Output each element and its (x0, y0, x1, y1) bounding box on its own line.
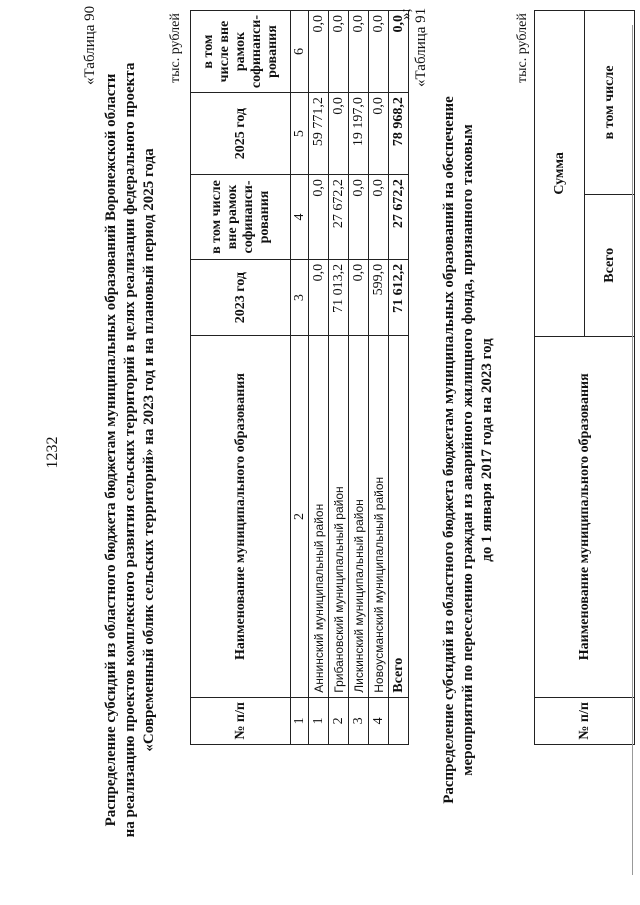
row-num: 4 (369, 697, 389, 744)
row-num: 2 (329, 697, 349, 744)
table-90-unit: тыс. рублей (168, 13, 183, 83)
col-number: 2 (291, 336, 309, 697)
col-number: 5 (291, 93, 309, 175)
header-name: Наименование муниципального образования (535, 336, 635, 697)
total-row (389, 11, 409, 745)
row-incl-2: 0,0 (369, 11, 389, 93)
header-2025: 2025 год (191, 93, 291, 175)
table-row (349, 11, 369, 745)
row-incl-1: 27 672,2 (329, 175, 349, 260)
table-row (369, 11, 389, 745)
row-num: 3 (349, 697, 369, 744)
total-incl-1: 27 672,2 (389, 175, 409, 260)
total-2025: 78 968,2 (389, 93, 409, 175)
title-line: Распределение субсидий из областного бюджета бюджетам муниципальных образований на обеспечение (441, 96, 457, 804)
col-number: 1 (291, 697, 309, 744)
header-total: Всего (585, 194, 635, 336)
row-2025: 19 197,0 (349, 93, 369, 175)
title-line: до 1 января 2017 года на 2023 год (479, 338, 495, 562)
row-name: Аннинский муниципальный район (309, 336, 329, 697)
table-91 (534, 10, 635, 745)
title-line: на реализацию проектов комплексного развития сельских территорий в целях реализации федерального проекта (122, 62, 138, 838)
column-number-row (291, 11, 309, 745)
row-incl-1: 0,0 (309, 175, 329, 260)
table-90-closing: »; (398, 8, 414, 20)
table-header-row (191, 11, 291, 745)
title-line: «Современный облик сельских территорий» на 2023 год и на плановый период 2025 года (141, 148, 157, 752)
total-num (389, 697, 409, 744)
row-2023: 0,0 (309, 259, 329, 335)
table-row (329, 11, 349, 745)
title-line: мероприятий по переселению граждан из аварийного жилищного фонда, признанного таковым (460, 124, 476, 776)
col-number: 6 (291, 11, 309, 93)
header-incl: в том числе (585, 11, 635, 195)
header-name: Наименование муниципального образования (191, 336, 291, 697)
row-2025: 59 771,2 (309, 93, 329, 175)
row-2023: 71 013,2 (329, 259, 349, 335)
col-number: 3 (291, 259, 309, 335)
title-line: Распределение субсидий из областного бюджета бюджетам муниципальных образований Воронежской области (103, 73, 119, 827)
page-number: 1232 (44, 436, 61, 469)
table-90-ref: «Таблица 90 (82, 5, 98, 85)
total-incl-2: 0,0 (389, 11, 409, 93)
table-90 (190, 10, 409, 745)
total-2023: 71 612,2 (389, 259, 409, 335)
row-incl-1: 0,0 (349, 175, 369, 260)
table-row (309, 11, 329, 745)
header-incl-1: в том числе вне рамок софинанси-рования (191, 175, 291, 260)
header-2023: 2023 год (191, 259, 291, 335)
row-incl-2: 0,0 (329, 11, 349, 93)
header-num: № п/п (535, 697, 635, 744)
header-sum: Сумма (535, 11, 585, 337)
header-num: № п/п (191, 697, 291, 744)
row-2025: 0,0 (329, 93, 349, 175)
scan-edge-line (632, 25, 633, 875)
row-2023: 0,0 (349, 259, 369, 335)
table-90-title (102, 15, 159, 885)
table-header-row (535, 11, 585, 745)
table-91-unit: тыс. рублей (515, 13, 530, 83)
row-2023: 599,0 (369, 259, 389, 335)
row-name: Грибановский муниципальный район (329, 336, 349, 697)
row-incl-2: 0,0 (349, 11, 369, 93)
col-number: 4 (291, 175, 309, 260)
row-incl-2: 0,0 (309, 11, 329, 93)
row-incl-1: 0,0 (369, 175, 389, 260)
header-incl-2: в том числе вне рамок софинанси-рования (191, 11, 291, 93)
total-label: Всего (389, 336, 409, 697)
table-91-title (440, 15, 497, 885)
row-name: Лискинский муниципальный район (349, 336, 369, 697)
row-2025: 0,0 (369, 93, 389, 175)
row-name: Новоусманский муниципальный район (369, 336, 389, 697)
table-91-ref: «Таблица 91 (413, 7, 429, 87)
row-num: 1 (309, 697, 329, 744)
